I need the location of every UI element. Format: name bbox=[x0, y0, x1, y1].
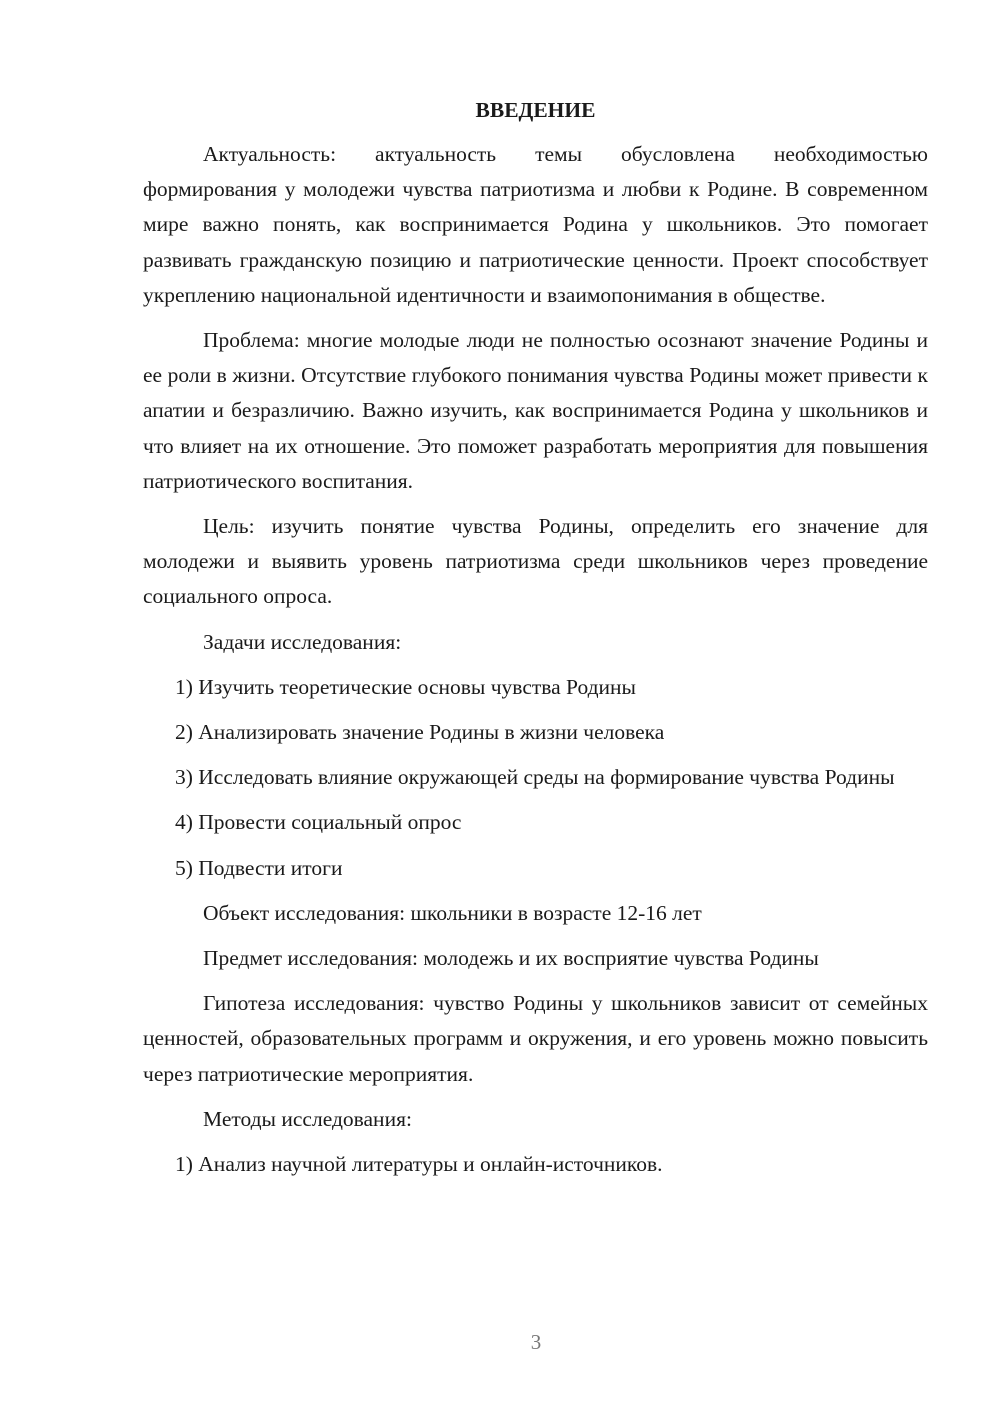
task-item: 1) Изучить теоретические основы чувства Родины bbox=[175, 674, 637, 699]
subject-line: Предмет исследования: молодежь и их восприятие чувства Родины bbox=[203, 946, 819, 971]
task-item: 2) Анализировать значение Родины в жизни человека bbox=[175, 720, 665, 745]
relevance-paragraph: Актуальность: актуальность темы обусловлена необходимостью формирования у молодежи чувства патриотизма и любви к Родине. В современном мире важно понять, как воспринимается Родина у школьников. Это помогает развивать гражданскую позицию и патриотические ценности. Проект способствует укреплению национальной идентичности и взаимопонимания в обществе. bbox=[143, 142, 928, 307]
task-item: 3) Исследовать влияние окружающей среды на формирование чувства Родины bbox=[175, 765, 895, 790]
task-item: 5) Подвести итоги bbox=[175, 855, 343, 880]
methods-heading: Методы исследования: bbox=[203, 1106, 412, 1131]
section-title: ВВЕДЕНИЕ bbox=[475, 98, 596, 122]
hypothesis-paragraph: Гипотеза исследования: чувство Родины у школьников зависит от семейных ценностей, образовательных программ и окружения, и его уровень можно повысить через патриотические мероприятия. bbox=[143, 991, 928, 1086]
tasks-heading: Задачи исследования: bbox=[203, 629, 402, 654]
problem-paragraph: Проблема: многие молодые люди не полностью осознают значение Родины и ее роли в жизни. Отсутствие глубокого понимания чувства Родины может привести к апатии и безразличию. Важно изучить, как воспринимается Родина у школьников и что влияет на их отношение. Это поможет разработать мероприятия для повышения патриотического воспитания. bbox=[143, 328, 928, 493]
page-number: 3 bbox=[530, 1330, 542, 1354]
task-item: 4) Провести социальный опрос bbox=[175, 810, 462, 835]
document-page bbox=[143, 95, 928, 1192]
object-line: Объект исследования: школьники в возрасте 12-16 лет bbox=[203, 900, 702, 925]
method-item: 1) Анализ научной литературы и онлайн-источников. bbox=[175, 1152, 663, 1177]
goal-paragraph: Цель: изучить понятие чувства Родины, определить его значение для молодежи и выявить уровень патриотизма среди школьников через проведение социального опроса. bbox=[143, 514, 928, 609]
